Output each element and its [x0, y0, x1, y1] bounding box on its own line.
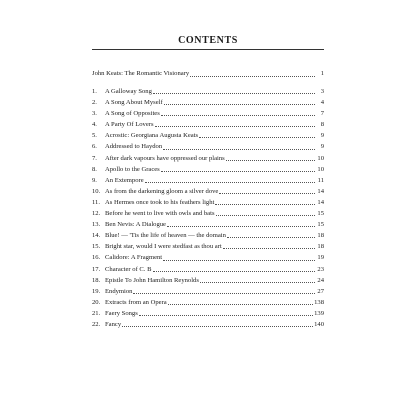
entry-title: After dark vapours have oppressed our plains — [105, 154, 225, 162]
entry-title: A Party Of Lovers — [105, 121, 154, 129]
entry-number: 5. — [92, 132, 97, 140]
entry-number: 9. — [92, 176, 97, 184]
entry-page-number: 8 — [320, 121, 324, 129]
entry-title: Addressed to Haydon — [105, 143, 163, 151]
entry-title: Extracts from an Opera — [105, 298, 167, 306]
entry-number: 10. — [92, 187, 101, 195]
contents-entry — [92, 230, 324, 241]
entry-title: A Galloway Song — [105, 88, 152, 95]
page-title: CONTENTS — [178, 35, 238, 46]
title-rule — [92, 49, 324, 50]
contents-entry — [92, 86, 324, 97]
contents-entry — [92, 119, 324, 130]
entry-page-number: 15 — [317, 210, 324, 218]
entry-title: Blue! — 'Tis the life of heaven — the domain — [105, 232, 226, 240]
entry-number: 3. — [92, 110, 97, 118]
entry-page-number: 9 — [320, 132, 324, 140]
dot-leader — [167, 226, 315, 227]
dot-leader — [223, 248, 315, 249]
entry-number: 2. — [92, 99, 97, 107]
dot-leader — [155, 126, 315, 127]
entry-title: Faery Songs — [105, 309, 138, 317]
entry-page-number: 138 — [314, 298, 324, 306]
entry-number: 13. — [92, 221, 101, 229]
contents-entry — [92, 297, 324, 308]
entry-number: 6. — [92, 143, 97, 151]
dot-leader — [161, 115, 315, 116]
entry-page-number: 24 — [317, 276, 324, 284]
dot-leader — [164, 104, 315, 105]
entry-page-number: 140 — [314, 320, 324, 328]
entry-page-number: 10 — [317, 165, 324, 173]
contents-entry — [92, 319, 324, 330]
dot-leader — [163, 260, 315, 261]
entry-title: Apollo to the Graces — [105, 165, 160, 173]
entry-title: Epistle To John Hamilton Reynolds — [105, 276, 199, 284]
entry-number: 8. — [92, 165, 97, 173]
entry-number: 16. — [92, 254, 101, 262]
dot-leader — [153, 271, 315, 272]
entry-page-number: 139 — [314, 309, 324, 317]
entry-page-number: 14 — [317, 198, 324, 206]
entry-page-number: 23 — [317, 265, 324, 273]
entry-number: 22. — [92, 320, 101, 328]
entry-number: 14. — [92, 232, 101, 240]
entry-title: Before he went to live with owls and bats — [105, 210, 215, 218]
entry-page-number: 14 — [317, 187, 324, 195]
entry-page-number: 11 — [317, 176, 324, 184]
entry-number: 1. — [92, 88, 97, 95]
entry-number: 12. — [92, 210, 101, 218]
entry-number: 17. — [92, 265, 101, 273]
intro-page-number: 1 — [320, 70, 324, 77]
contents-entry — [92, 308, 324, 319]
entry-number: 15. — [92, 243, 101, 251]
entry-page-number: 18 — [317, 232, 324, 240]
entry-number: 7. — [92, 154, 97, 162]
dot-leader — [153, 93, 315, 94]
entry-title: A Song of Opposites — [105, 110, 160, 118]
entry-page-number: 9 — [320, 143, 324, 151]
dot-leader — [139, 315, 313, 316]
contents-entry — [92, 108, 324, 119]
contents-entry — [92, 252, 324, 263]
entry-title: Endymion — [105, 287, 133, 295]
dot-leader — [161, 171, 315, 172]
entry-title: A Song About Myself — [105, 99, 163, 107]
contents-entry — [92, 275, 324, 286]
dot-leader — [145, 182, 315, 183]
entry-title: Calidore: A Fragment — [105, 254, 163, 262]
contents-entry — [92, 130, 324, 141]
entry-title: As Hermes once took to his feathers light — [105, 198, 215, 206]
dot-leader — [163, 149, 315, 150]
entry-page-number: 4 — [320, 99, 324, 107]
contents-entry — [92, 186, 324, 197]
contents-entry — [92, 97, 324, 108]
contents-entry — [92, 208, 324, 219]
contents-entry — [92, 219, 324, 230]
entry-title: Character of C. B — [105, 265, 152, 273]
dot-leader — [215, 204, 315, 205]
contents-entry — [92, 264, 324, 275]
entry-number: 18. — [92, 276, 101, 284]
entry-title: As from the darkening gloom a silver dove — [105, 187, 219, 195]
entry-title: An Extempore — [105, 176, 144, 184]
entry-title: Bright star, would I were stedfast as thou art — [105, 243, 222, 251]
entry-title: Acrostic: Georgiana Augusta Keats — [105, 132, 199, 140]
contents-entry — [92, 286, 324, 297]
dot-leader — [122, 326, 313, 327]
dot-leader — [226, 160, 315, 161]
entry-number: 4. — [92, 121, 97, 129]
contents-entry — [92, 175, 324, 186]
dot-leader — [216, 215, 315, 216]
contents-list — [92, 86, 324, 330]
entry-number: 21. — [92, 309, 101, 317]
entry-number: 19. — [92, 287, 101, 295]
entry-page-number: 18 — [317, 243, 324, 251]
intro-entry — [92, 68, 324, 80]
entry-number: 11. — [92, 198, 100, 206]
dot-leader — [219, 193, 315, 194]
dot-leader — [168, 304, 313, 305]
dot-leader — [200, 282, 315, 283]
entry-page-number: 19 — [317, 254, 324, 262]
intro-title: John Keats: The Romantic Visionary — [92, 70, 190, 77]
dot-leader — [227, 237, 315, 238]
entry-page-number: 10 — [317, 154, 324, 162]
entry-number: 20. — [92, 298, 101, 306]
contents-entry — [92, 241, 324, 252]
entry-title: Fancy — [105, 320, 122, 328]
dot-leader — [199, 137, 315, 138]
entry-title: Ben Nevis: A Dialogue — [105, 221, 166, 229]
entry-page-number: 7 — [320, 110, 324, 118]
contents-entry — [92, 164, 324, 175]
dot-leader — [190, 76, 315, 77]
entry-page-number: 27 — [317, 287, 324, 295]
contents-entry — [92, 141, 324, 152]
contents-entry — [92, 153, 324, 164]
contents-entry — [92, 197, 324, 208]
entry-page-number: 15 — [317, 221, 324, 229]
dot-leader — [133, 293, 315, 294]
entry-page-number: 3 — [320, 88, 324, 95]
